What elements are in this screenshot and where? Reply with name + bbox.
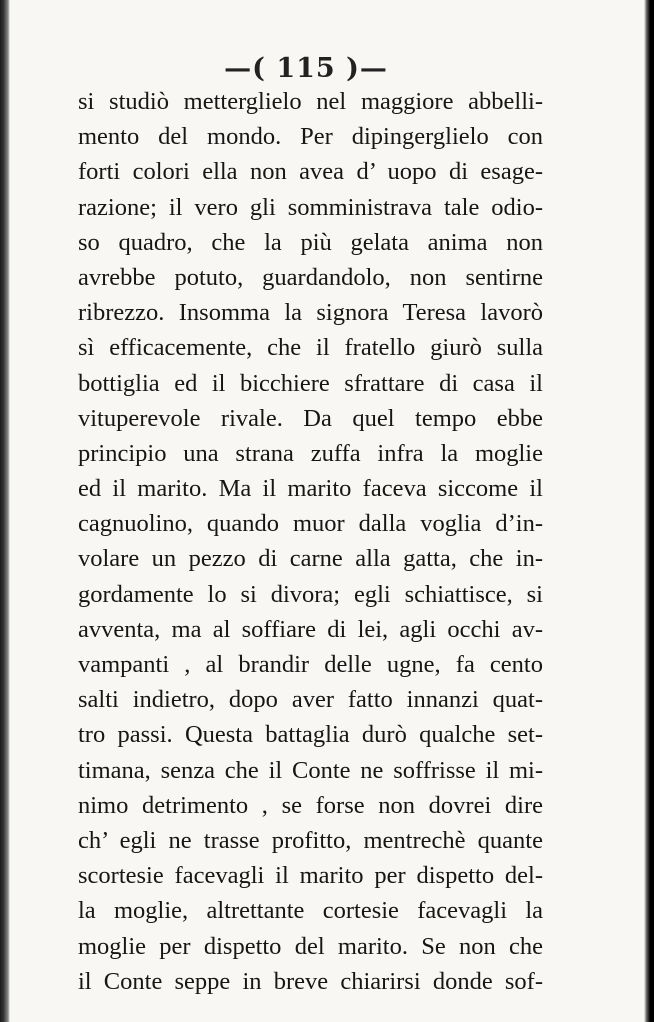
text-line: il Conte seppe in breve chiarirsi donde sof- bbox=[78, 967, 543, 995]
text-line: ch’ egli ne trasse profitto, mentrechè quante bbox=[78, 826, 543, 854]
body-text bbox=[78, 84, 543, 999]
text-line: avrebbe potuto, guardandolo, non sentirne bbox=[78, 263, 543, 291]
page-edge bbox=[644, 0, 654, 1022]
text-line: cagnuolino, quando muor dalla voglia d’in- bbox=[78, 510, 543, 538]
text-line: razione; il vero gli somministrava tale odio- bbox=[78, 193, 543, 221]
text-line: scortesie facevagli il marito per dispetto del- bbox=[78, 862, 543, 890]
text-line: mento del mondo. Per dipingerglielo con bbox=[78, 123, 543, 151]
text-line: avventa, ma al soffiare di lei, agli occhi av- bbox=[78, 615, 543, 643]
page-number: —( 115 )— bbox=[224, 53, 388, 84]
text-line: gordamente lo si divora; egli schiattisce, si bbox=[78, 580, 543, 608]
text-line: si studiò metterglielo nel maggiore abbelli- bbox=[78, 88, 543, 115]
text-line: ribrezzo. Insomma la signora Teresa lavorò bbox=[78, 299, 543, 327]
text-line: bottiglia ed il bicchiere sfrattare di casa il bbox=[78, 369, 543, 397]
binding-shadow bbox=[0, 0, 10, 1022]
text-line: nimo detrimento , se forse non dovrei dire bbox=[78, 791, 543, 819]
text-line: so quadro, che la più gelata anima non bbox=[78, 228, 543, 256]
text-line: forti colori ella non avea d’ uopo di esage- bbox=[78, 158, 543, 186]
text-line: vampanti , al brandir delle ugne, fa cento bbox=[78, 651, 543, 678]
text-line: ed il marito. Ma il marito faceva siccome il bbox=[78, 475, 543, 503]
text-line: sì efficacemente, che il fratello giurò sulla bbox=[78, 334, 543, 362]
text-line: moglie per dispetto del marito. Se non che bbox=[78, 932, 543, 960]
text-line: timana, senza che il Conte ne soffrisse il mi- bbox=[78, 756, 543, 784]
text-line: tro passi. Questa battaglia durò qualche set- bbox=[78, 721, 543, 749]
text-line: volare un pezzo di carne alla gatta, che in- bbox=[78, 545, 543, 573]
text-line: principio una strana zuffa infra la moglie bbox=[78, 439, 543, 467]
text-line: la moglie, altrettante cortesie facevagli la bbox=[78, 897, 543, 925]
text-line: vituperevole rivale. Da quel tempo ebbe bbox=[78, 404, 543, 432]
text-line: salti indietro, dopo aver fatto innanzi quat- bbox=[78, 686, 543, 714]
